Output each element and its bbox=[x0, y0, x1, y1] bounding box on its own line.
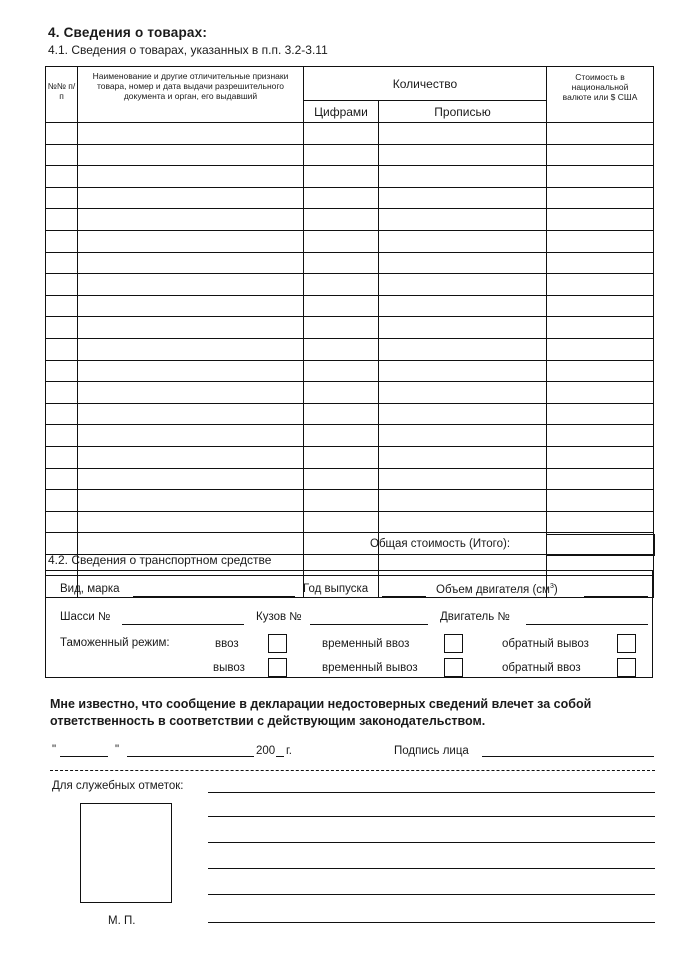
row-number-cell[interactable] bbox=[46, 230, 78, 252]
service-line-5[interactable] bbox=[208, 893, 655, 895]
row-name-cell[interactable] bbox=[78, 533, 304, 555]
date-day-field[interactable] bbox=[60, 755, 108, 757]
row-qty-words-cell[interactable] bbox=[379, 382, 547, 404]
row-name-cell[interactable] bbox=[78, 360, 304, 382]
row-qty-digits-cell[interactable] bbox=[304, 230, 379, 252]
row-name-cell[interactable] bbox=[78, 252, 304, 274]
col-quantity-digits-header: Цифрами bbox=[304, 101, 379, 123]
row-qty-words-cell[interactable] bbox=[379, 209, 547, 231]
row-qty-digits-cell[interactable] bbox=[304, 360, 379, 382]
import-label: ввоз bbox=[215, 638, 239, 650]
engine-number-label: Двигатель № bbox=[440, 611, 510, 623]
goods-table-row bbox=[46, 144, 654, 166]
row-qty-words-cell[interactable] bbox=[379, 468, 547, 490]
row-cost-cell[interactable] bbox=[547, 468, 654, 490]
goods-table-row bbox=[46, 338, 654, 360]
signer-signature-field[interactable] bbox=[482, 755, 654, 757]
row-qty-words-cell[interactable] bbox=[379, 295, 547, 317]
row-number-cell[interactable] bbox=[46, 209, 78, 231]
row-number-cell[interactable] bbox=[46, 274, 78, 296]
row-number-cell[interactable] bbox=[46, 338, 78, 360]
row-number-cell[interactable] bbox=[46, 468, 78, 490]
row-qty-words-cell[interactable] bbox=[379, 144, 547, 166]
row-name-cell[interactable] bbox=[78, 468, 304, 490]
row-number-cell[interactable] bbox=[46, 144, 78, 166]
goods-table-row bbox=[46, 382, 654, 404]
row-name-cell[interactable] bbox=[78, 187, 304, 209]
section-title: 4. Сведения о товарах: bbox=[48, 25, 208, 40]
re-import-checkbox[interactable] bbox=[617, 658, 636, 677]
goods-table-row bbox=[46, 511, 654, 533]
row-cost-cell[interactable] bbox=[547, 425, 654, 447]
row-name-cell[interactable] bbox=[78, 274, 304, 296]
row-number-cell[interactable] bbox=[46, 490, 78, 512]
row-qty-digits-cell[interactable] bbox=[304, 123, 379, 145]
row-number-cell[interactable] bbox=[46, 123, 78, 145]
row-qty-digits-cell[interactable] bbox=[304, 490, 379, 512]
date-year-field[interactable] bbox=[276, 755, 284, 757]
re-import-label: обратный ввоз bbox=[502, 662, 581, 674]
engine-number-field[interactable] bbox=[526, 623, 648, 625]
row-name-cell[interactable] bbox=[78, 511, 304, 533]
row-qty-digits-cell[interactable] bbox=[304, 166, 379, 188]
row-qty-words-cell[interactable] bbox=[379, 425, 547, 447]
row-number-cell[interactable] bbox=[46, 425, 78, 447]
goods-table-row bbox=[46, 360, 654, 382]
export-label: вывоз bbox=[213, 662, 245, 674]
goods-table-row bbox=[46, 446, 654, 468]
re-export-label: обратный вывоз bbox=[502, 638, 589, 650]
row-qty-digits-cell[interactable] bbox=[304, 468, 379, 490]
row-number-cell[interactable] bbox=[46, 295, 78, 317]
row-number-cell[interactable] bbox=[46, 382, 78, 404]
col-cost-header: Стоимость в национальной валюте или $ США bbox=[547, 67, 654, 123]
photo-stamp-box bbox=[80, 803, 172, 903]
row-qty-digits-cell[interactable] bbox=[304, 511, 379, 533]
import-checkbox[interactable] bbox=[268, 634, 287, 653]
row-qty-digits-cell[interactable] bbox=[304, 187, 379, 209]
row-name-cell[interactable] bbox=[78, 166, 304, 188]
row-cost-cell[interactable] bbox=[547, 446, 654, 468]
chassis-label: Шасси № bbox=[60, 611, 111, 623]
row-qty-words-cell[interactable] bbox=[379, 446, 547, 468]
row-qty-words-cell[interactable] bbox=[379, 230, 547, 252]
row-name-cell[interactable] bbox=[78, 490, 304, 512]
date-month-field[interactable] bbox=[127, 755, 254, 757]
row-name-cell[interactable] bbox=[78, 209, 304, 231]
col-number-header: №№ п/п bbox=[46, 67, 78, 123]
row-qty-words-cell[interactable] bbox=[379, 511, 547, 533]
row-qty-digits-cell[interactable] bbox=[304, 274, 379, 296]
goods-table-row bbox=[46, 166, 654, 188]
row-cost-cell[interactable] bbox=[547, 490, 654, 512]
row-qty-words-cell[interactable] bbox=[379, 274, 547, 296]
row-qty-digits-cell[interactable] bbox=[304, 295, 379, 317]
col-quantity-words-header: Прописью bbox=[379, 101, 547, 123]
row-cost-cell[interactable] bbox=[547, 360, 654, 382]
row-qty-words-cell[interactable] bbox=[379, 403, 547, 425]
row-cost-cell[interactable] bbox=[547, 274, 654, 296]
customs-regime-label: Таможенный режим: bbox=[60, 637, 170, 649]
goods-table-row bbox=[46, 274, 654, 296]
row-number-cell[interactable] bbox=[46, 252, 78, 274]
row-name-cell[interactable] bbox=[78, 425, 304, 447]
temp-import-checkbox[interactable] bbox=[444, 634, 463, 653]
goods-table-row bbox=[46, 490, 654, 512]
row-number-cell[interactable] bbox=[46, 317, 78, 339]
temp-export-label: временный вывоз bbox=[322, 662, 418, 674]
row-qty-digits-cell[interactable] bbox=[304, 425, 379, 447]
service-marks-label: Для служебных отметок: bbox=[52, 780, 184, 792]
row-name-cell[interactable] bbox=[78, 317, 304, 339]
row-cost-cell[interactable] bbox=[547, 295, 654, 317]
row-qty-digits-cell[interactable] bbox=[304, 252, 379, 274]
row-name-cell[interactable] bbox=[78, 123, 304, 145]
signer-signature-label: Подпись лица bbox=[394, 745, 469, 757]
date-year-suffix: г. bbox=[286, 745, 292, 757]
body-label: Кузов № bbox=[256, 611, 302, 623]
row-qty-words-cell[interactable] bbox=[379, 338, 547, 360]
service-line-2[interactable] bbox=[208, 815, 655, 817]
row-cost-cell[interactable] bbox=[547, 252, 654, 274]
declaration-note: Мне известно, что сообщение в декларации недостоверных сведений влечет за собой ответственность в соответствии с действующим законодательством. bbox=[50, 697, 592, 728]
row-name-cell[interactable] bbox=[78, 144, 304, 166]
row-qty-digits-cell[interactable] bbox=[304, 403, 379, 425]
goods-table-row bbox=[46, 230, 654, 252]
row-cost-cell[interactable] bbox=[547, 144, 654, 166]
row-qty-digits-cell[interactable] bbox=[304, 209, 379, 231]
goods-table-row bbox=[46, 252, 654, 274]
goods-table bbox=[45, 66, 654, 598]
vehicle-type-brand-field[interactable] bbox=[133, 595, 295, 597]
row-qty-digits-cell[interactable] bbox=[304, 382, 379, 404]
re-export-checkbox[interactable] bbox=[617, 634, 636, 653]
vehicle-section-title: 4.2. Сведения о транспортном средстве bbox=[48, 553, 272, 567]
goods-table-row bbox=[46, 209, 654, 231]
row-cost-cell[interactable] bbox=[547, 403, 654, 425]
goods-table-row bbox=[46, 187, 654, 209]
service-line-4[interactable] bbox=[208, 867, 655, 869]
row-qty-words-cell[interactable] bbox=[379, 317, 547, 339]
engine-volume-field[interactable] bbox=[584, 595, 648, 597]
row-cost-cell[interactable] bbox=[547, 209, 654, 231]
row-qty-digits-cell[interactable] bbox=[304, 144, 379, 166]
row-number-cell[interactable] bbox=[46, 446, 78, 468]
row-qty-digits-cell[interactable] bbox=[304, 317, 379, 339]
service-line-6[interactable] bbox=[208, 921, 655, 923]
total-cost-field[interactable] bbox=[546, 534, 655, 556]
row-name-cell[interactable] bbox=[78, 403, 304, 425]
row-qty-words-cell[interactable] bbox=[379, 187, 547, 209]
row-number-cell[interactable] bbox=[46, 511, 78, 533]
vehicle-year-label: Год выпуска bbox=[303, 583, 369, 595]
goods-table-row bbox=[46, 425, 654, 447]
stamp-label: М. П. bbox=[108, 915, 136, 927]
row-qty-words-cell[interactable] bbox=[379, 123, 547, 145]
body-field[interactable] bbox=[310, 623, 428, 625]
row-cost-cell[interactable] bbox=[547, 382, 654, 404]
row-qty-words-cell[interactable] bbox=[379, 490, 547, 512]
total-cost-label: Общая стоимость (Итого): bbox=[370, 538, 511, 550]
row-cost-cell[interactable] bbox=[547, 511, 654, 533]
row-number-cell[interactable] bbox=[46, 166, 78, 188]
row-cost-cell[interactable] bbox=[547, 187, 654, 209]
row-name-cell[interactable] bbox=[78, 295, 304, 317]
row-name-cell[interactable] bbox=[78, 382, 304, 404]
col-quantity-header: Количество bbox=[304, 67, 547, 101]
engine-volume-label: Объем двигателя $(см^3)$ bbox=[436, 583, 558, 596]
date-year-prefix: 200 bbox=[256, 745, 276, 757]
row-name-cell[interactable] bbox=[78, 446, 304, 468]
temp-import-label: временный ввоз bbox=[322, 638, 410, 650]
vehicle-year-field[interactable] bbox=[382, 595, 426, 597]
row-cost-cell[interactable] bbox=[547, 338, 654, 360]
row-cost-cell[interactable] bbox=[547, 123, 654, 145]
row-cost-cell[interactable] bbox=[547, 317, 654, 339]
row-number-cell[interactable] bbox=[46, 360, 78, 382]
row-qty-words-cell[interactable] bbox=[379, 252, 547, 274]
chassis-field[interactable] bbox=[122, 623, 244, 625]
row-number-cell[interactable] bbox=[46, 187, 78, 209]
section-subtitle: 4.1. Сведения о товарах, указанных в п.п. 3.2-3.11 bbox=[48, 43, 328, 57]
row-qty-words-cell[interactable] bbox=[379, 166, 547, 188]
goods-table-row bbox=[46, 403, 654, 425]
row-qty-digits-cell[interactable] bbox=[304, 533, 379, 555]
row-number-cell[interactable] bbox=[46, 533, 78, 555]
row-cost-cell[interactable] bbox=[547, 230, 654, 252]
service-line-1[interactable] bbox=[208, 791, 655, 793]
goods-table-row bbox=[46, 317, 654, 339]
date-quote-open: " bbox=[52, 744, 57, 756]
row-name-cell[interactable] bbox=[78, 230, 304, 252]
date-quote-close: " bbox=[115, 744, 120, 756]
col-name-header: Наименование и другие отличительные признаки товара, номер и дата выдачи разрешительного документа и орган, его выдавший bbox=[78, 67, 304, 123]
row-qty-words-cell[interactable] bbox=[379, 360, 547, 382]
dashed-separator bbox=[50, 770, 655, 771]
export-checkbox[interactable] bbox=[268, 658, 287, 677]
row-qty-digits-cell[interactable] bbox=[304, 338, 379, 360]
goods-table-row bbox=[46, 295, 654, 317]
goods-table-row bbox=[46, 123, 654, 145]
temp-export-checkbox[interactable] bbox=[444, 658, 463, 677]
vehicle-type-brand-label: Вид, марка bbox=[60, 583, 120, 595]
goods-table-row bbox=[46, 468, 654, 490]
row-cost-cell[interactable] bbox=[547, 166, 654, 188]
service-line-3[interactable] bbox=[208, 841, 655, 843]
row-qty-digits-cell[interactable] bbox=[304, 446, 379, 468]
row-number-cell[interactable] bbox=[46, 403, 78, 425]
row-name-cell[interactable] bbox=[78, 338, 304, 360]
